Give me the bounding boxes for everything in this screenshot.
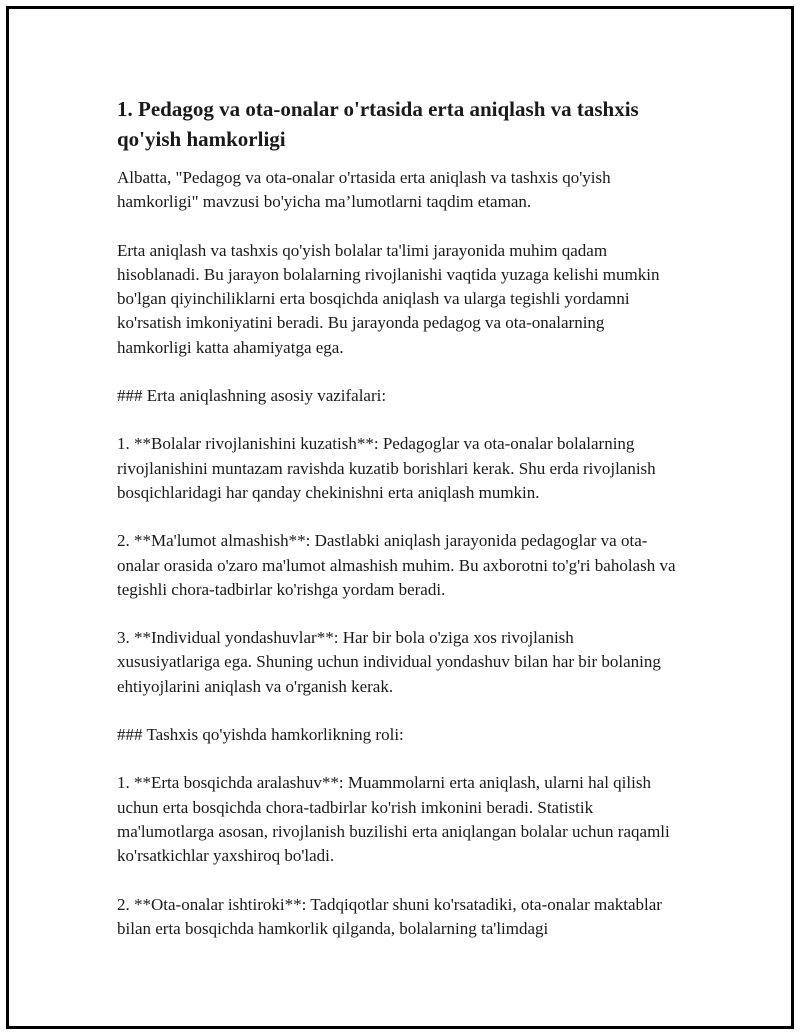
document-body	[117, 94, 677, 965]
document-title: 1. Pedagog va ota-onalar o'rtasida erta aniqlash va tashxis qo'yish hamkorligi	[117, 97, 639, 151]
list-item: 3. **Individual yondashuvlar**: Har bir bola o'ziga xos rivojlanish xususiyatlariga ega. Shuning uchun individual yondashuv bilan har bir bolaning ehtiyojlarini aniqlash va o'rganish kerak.	[117, 628, 661, 696]
paragraph-overview: Erta aniqlash va tashxis qo'yish bolalar ta'limi jarayonida muhim qadam hisoblanadi. Bu jarayon bolalarning rivojlanishi vaqtida yuzaga kelishi mumkin bo'lgan qiyinchiliklarni erta bosqichda aniqlash va ularga tegishli yordamni ko'rsatish imkoniyatini beradi. Bu jarayonda pedagog va ota-onalarning hamkorligi katta ahamiyatga ega.	[117, 240, 660, 357]
section-heading-tasks: ### Erta aniqlashning asosiy vazifalari:	[117, 386, 387, 406]
list-item: 2. **Ma'lumot almashish**: Dastlabki aniqlash jarayonida pedagoglar va ota-onalar orasida o'zaro ma'lumot almashish muhim. Bu axborotni to'g'ri baholash va tegishli chora-tadbirlar ko'rishga yordam beradi.	[117, 531, 676, 599]
list-item: 1. **Bolalar rivojlanishini kuzatish**: Pedagoglar va ota-onalar bolalarning rivojlanishini muntazam ravishda kuzatib borishlari kerak. Shu erda rivojlanish bosqichlaridagi har qanday chekinishni erta aniqlash mumkin.	[117, 434, 656, 502]
list-item: 2. **Ota-onalar ishtiroki**: Tadqiqotlar shuni ko'rsatadiki, ota-onalar maktablar bilan erta bosqichda hamkorlik qilganda, bolalarning ta'limdagi	[117, 894, 662, 938]
paragraph-intro: Albatta, "Pedagog va ota-onalar o'rtasida erta aniqlash va tashxis qo'yish hamkorligi" mavzusi bo'yicha ma’lumotlarni taqdim etaman.	[117, 168, 611, 212]
list-item: 1. **Erta bosqichda aralashuv**: Muammolarni erta aniqlash, ularni hal qilish uchun erta bosqichda chora-tadbirlar ko'rish imkonini beradi. Statistik ma'lumotlarga asosan, rivojlanish buzilishi erta aniqlangan bolalar uchun raqamli ko'rsatkichlar yaxshiroq bo'ladi.	[117, 773, 670, 866]
section-heading-collaboration: ### Tashxis qo'yishda hamkorlikning roli:	[117, 725, 404, 745]
